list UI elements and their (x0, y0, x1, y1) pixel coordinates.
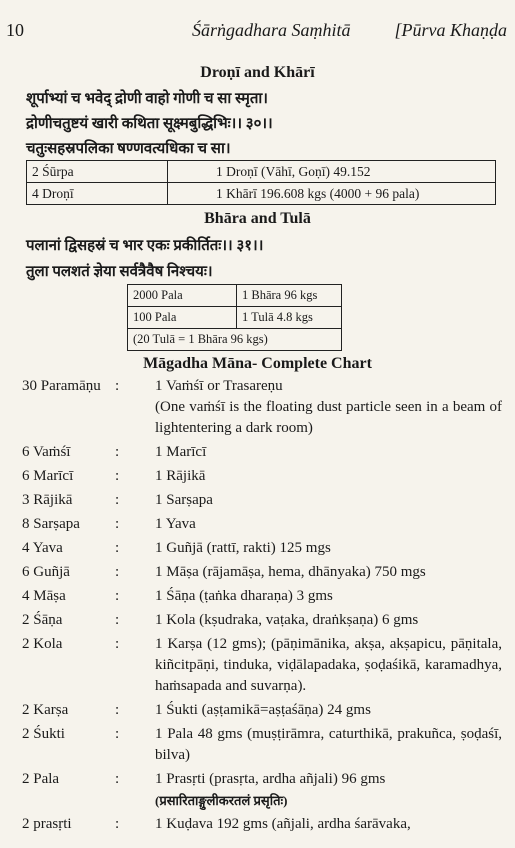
droni-table (26, 160, 496, 205)
bhara-table (127, 284, 342, 351)
row-sep: : (115, 492, 120, 508)
table-row (27, 161, 496, 183)
row-sanskrit-note: (प्रसारिताङ्गुलीकरतलं प्रसृतिः) (155, 793, 288, 808)
chart-row (22, 562, 502, 583)
row-value: 1 Vaṁśī or Trasareṇu (155, 378, 283, 394)
row-sep: : (115, 468, 120, 484)
row-sep: : (115, 636, 120, 652)
table-row (128, 307, 342, 329)
row-note: (One vaṁśī is the floating dust particle seen in a beam of lightentering a dark room) (155, 399, 502, 436)
table-footer: (20 Tulā = 1 Bhāra 96 kgs) (128, 329, 342, 351)
row-sep: : (115, 816, 120, 832)
row-right (155, 769, 502, 811)
row-sep: : (115, 378, 120, 394)
chart-row (22, 814, 502, 835)
verse-line: तुला पलशतं ज्ञेया सर्वत्रैवैष निश्चयः। (26, 264, 213, 280)
verse-line: शूर्पाभ्यां च भवेद् द्रोणी वाहो गोणी च सा स्मृता। (26, 91, 268, 107)
row-sep: : (115, 702, 120, 718)
chart-row (22, 724, 502, 766)
chart-row (22, 700, 502, 721)
table-cell: 4 Droṇī (27, 183, 168, 205)
row-right: 1 Sarṣapa (155, 492, 213, 508)
row-right: 1 Pala 48 gms (muṣṭirāmra, caturthikā, prakuñca, ṣoḍaśī, bilva) (155, 726, 502, 763)
row-right: 1 Karṣa (12 gms); (pāṇimānika, akṣa, akṣapicu, pāṇitala, kiñcitpāṇi, tinduka, viḍālapadaka, ṣoḍaśikā, karamadhya, haṁsapada and suvarṇa). (155, 636, 502, 694)
row-right: 1 Rājikā (155, 468, 206, 484)
table-cell: 2 Śūrpa (27, 161, 168, 183)
row-left: 2 Kola (22, 636, 63, 652)
chart-row (22, 769, 502, 811)
row-left: 2 Karṣa (22, 702, 69, 718)
section-title: [Pūrva Khaṇḍa (394, 20, 507, 40)
row-right: 1 Śāṇa (ṭaṅka dharaṇa) 3 gms (155, 588, 333, 604)
row-left: 30 Paramāṇu (22, 378, 101, 394)
row-right: 1 Marīcī (155, 444, 207, 460)
chart-row (22, 610, 502, 631)
row-sep: : (115, 771, 120, 787)
row-sep: : (115, 540, 120, 556)
row-value: 1 Prasṛti (prasṛta, ardha añjali) 96 gms (155, 771, 386, 787)
table-row (128, 285, 342, 307)
chart-heading: Māgadha Māna- Complete Chart (143, 355, 372, 372)
row-left: 6 Guñjā (22, 564, 70, 580)
chart-row (22, 466, 502, 487)
droni-heading: Droṇī and Khārī (200, 64, 315, 81)
row-left: 4 Māṣa (22, 588, 66, 604)
row-right: 1 Kola (kṣudraka, vaṭaka, draṅkṣaṇa) 6 gms (155, 612, 419, 628)
chart-row (22, 538, 502, 559)
row-right: 1 Guñjā (rattī, rakti) 125 mgs (155, 540, 331, 556)
page-number: 10 (6, 20, 24, 40)
table-cell: 100 Pala (128, 307, 237, 329)
row-right: 1 Śukti (aṣṭamikā=aṣṭaśāṇa) 24 gms (155, 702, 371, 718)
table-row (27, 183, 496, 205)
row-right: 1 Yava (155, 516, 196, 532)
row-left: 8 Sarṣapa (22, 516, 80, 532)
row-left: 2 Pala (22, 771, 60, 787)
row-right: 1 Māṣa (rājamāṣa, hema, dhānyaka) 750 mgs (155, 564, 426, 580)
row-right: 1 Kuḍava 192 gms (añjali, ardha śarāvaka, (155, 816, 411, 832)
book-title: Śārṅgadhara Saṃhitā (192, 20, 351, 40)
row-left: 4 Yava (22, 540, 63, 556)
chart-row (22, 442, 502, 463)
row-left: 3 Rājikā (22, 492, 73, 508)
verse-line: चतुःसहस्रपलिका षण्णवत्यधिका च सा। (26, 141, 231, 157)
chart-row (22, 586, 502, 607)
verse-line: पलानां द्विसहस्रं च भार एकः प्रकीर्तितः।। ३१।। (26, 238, 264, 254)
table-cell: 1 Bhāra 96 kgs (237, 285, 342, 307)
bhara-heading: Bhāra and Tulā (204, 210, 311, 227)
measure-chart (22, 376, 502, 838)
chart-row (22, 490, 502, 511)
row-left: 2 prasṛti (22, 816, 72, 832)
verse-line: द्रोणीचतुष्टयं खारी कथिता सूक्ष्मबुद्धिभिः।। ३०।। (26, 116, 273, 132)
chart-row (22, 634, 502, 697)
row-sep: : (115, 588, 120, 604)
chart-row (22, 514, 502, 535)
chart-row (22, 376, 502, 439)
row-sep: : (115, 444, 120, 460)
row-sep: : (115, 726, 120, 742)
row-left: 6 Vaṁśī (22, 444, 71, 460)
row-left: 6 Marīcī (22, 468, 74, 484)
row-sep: : (115, 564, 120, 580)
row-sep: : (115, 612, 120, 628)
table-cell: 2000 Pala (128, 285, 237, 307)
table-cell: 1 Tulā 4.8 kgs (237, 307, 342, 329)
row-left: 2 Śukti (22, 726, 65, 742)
table-cell: 1 Khārī 196.608 kgs (4000 + 96 pala) (168, 183, 496, 205)
row-right (155, 376, 502, 439)
table-row (128, 329, 342, 351)
page-header (6, 20, 507, 42)
table-cell: 1 Droṇī (Vāhī, Goṇī) 49.152 (168, 161, 496, 183)
row-left: 2 Śāṇa (22, 612, 63, 628)
row-sep: : (115, 516, 120, 532)
